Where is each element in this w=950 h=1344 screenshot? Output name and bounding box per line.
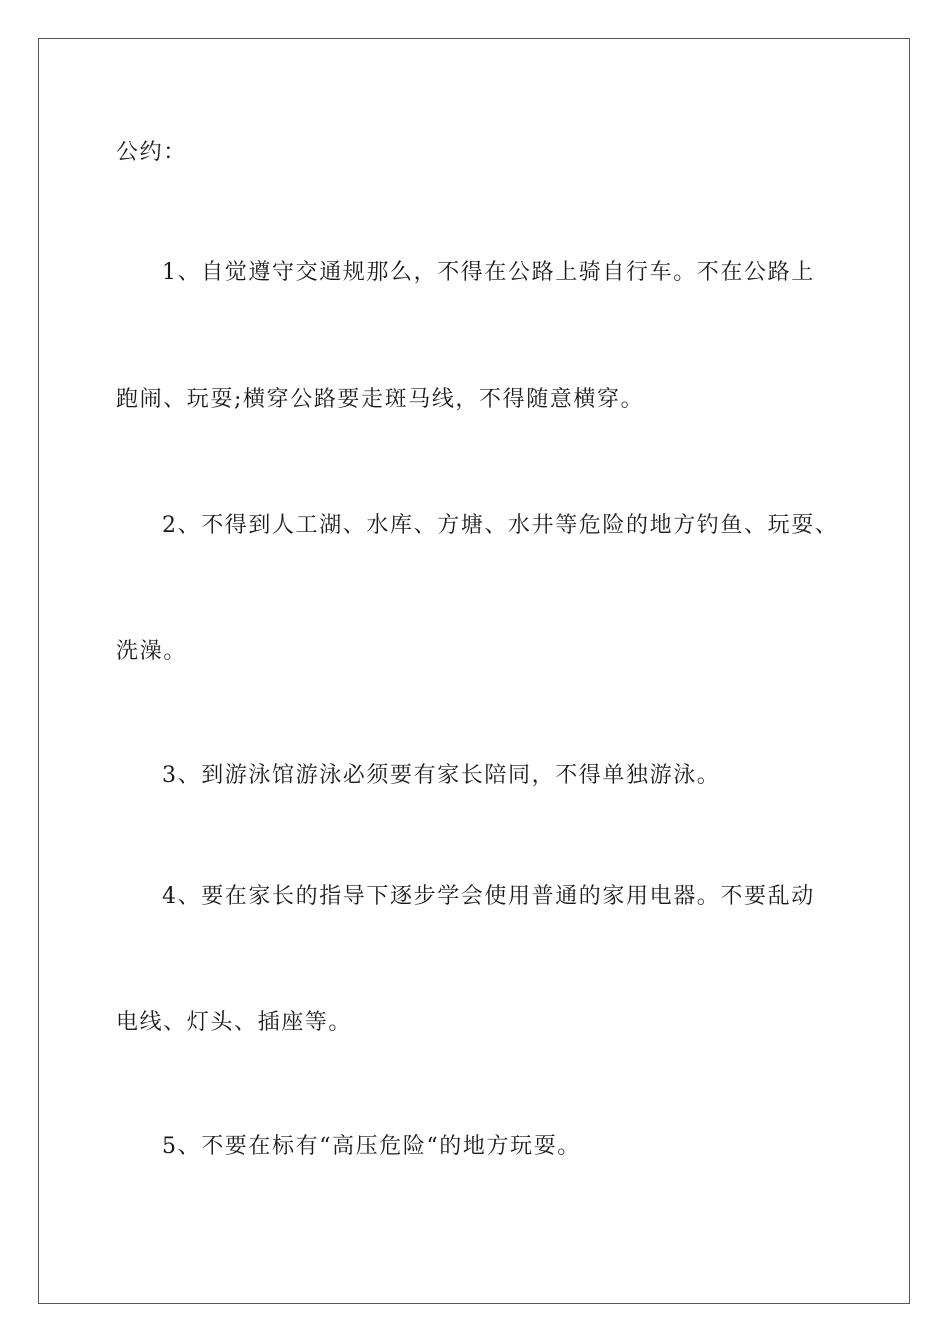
page-frame <box>38 38 910 1304</box>
rule-1-line-1: 1、自觉遵守交通规那么，不得在公路上骑自行车。不在公路上 <box>162 260 815 285</box>
rule-2-line-2: 洗澡。 <box>116 639 187 664</box>
rule-1-line-2: 跑闹、玩耍;横穿公路要走斑马线，不得随意横穿。 <box>116 387 645 412</box>
rule-3: 3、到游泳馆游泳必须要有家长陪同，不得单独游泳。 <box>162 763 721 788</box>
heading-pact: 公约： <box>116 140 187 165</box>
rule-4-line-2: 电线、灯头、插座等。 <box>116 1010 353 1035</box>
rule-5: 5、不要在标有“高压危险“的地方玩耍。 <box>162 1134 581 1159</box>
rule-2-line-1: 2、不得到人工湖、水库、方塘、水井等危险的地方钓鱼、玩耍、 <box>162 513 839 538</box>
rule-4-line-1: 4、要在家长的指导下逐步学会使用普通的家用电器。不要乱动 <box>162 884 815 909</box>
